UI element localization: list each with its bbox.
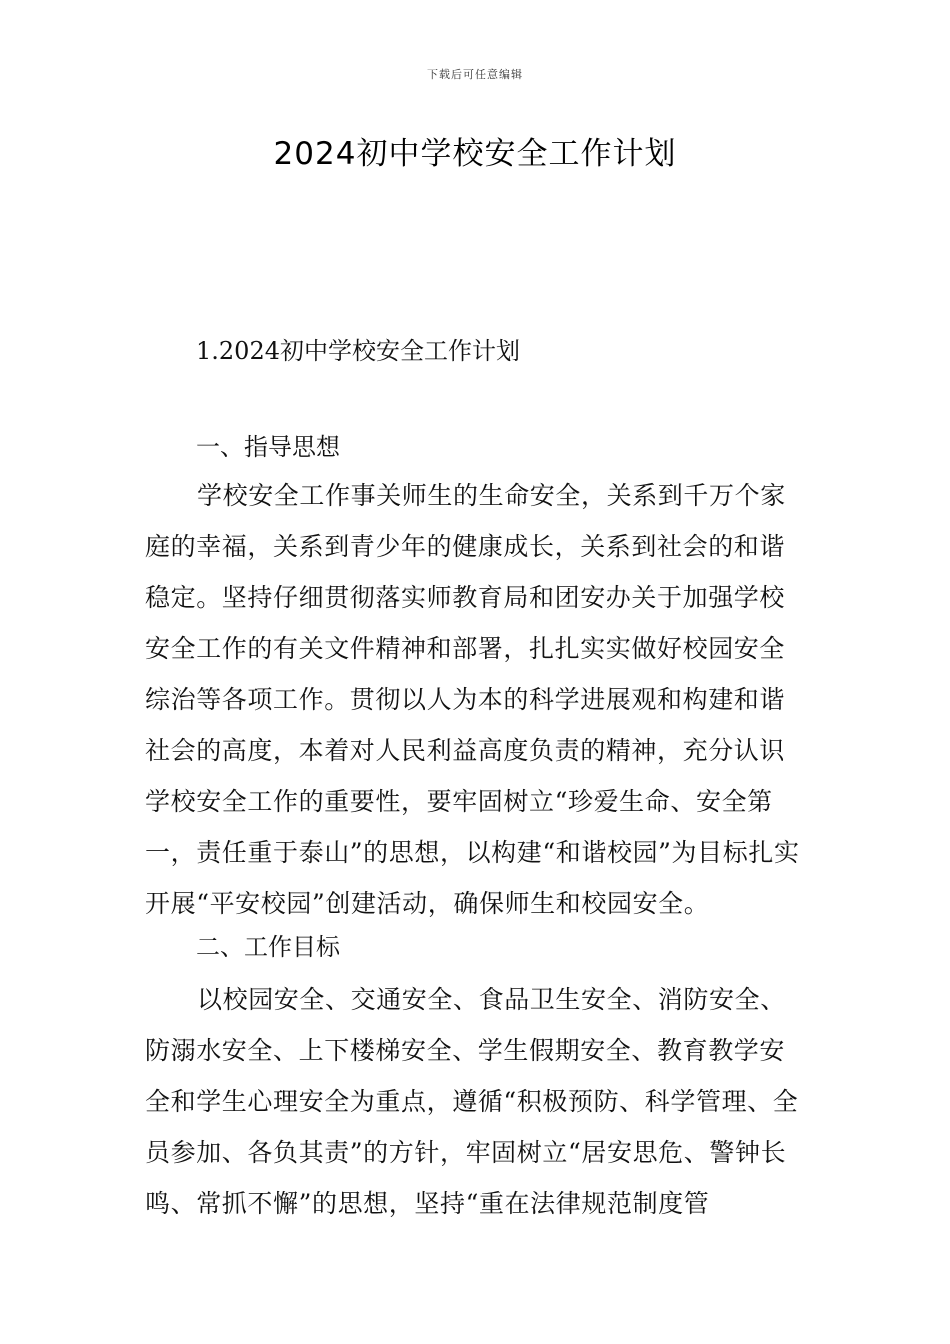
- section-heading-guiding-thought: 一、指导思想: [196, 433, 340, 461]
- header-note: 下载后可任意编辑: [427, 68, 523, 81]
- section-paragraph-guiding-thought: 学校安全工作事关师生的生命安全，关系到千万个家庭的幸福，关系到青少年的健康成长，关系到社会的和谐稳定。坚持仔细贯彻落实师教育局和团安办关于加强学校安全工作的有关文件精神和部署，扎扎实实做好校园安全综治等各项工作。贯彻以人为本的科学进展观和构建和谐社会的高度，本着对人民利益高度负责的精神，充分认识学校安全工作的重要性，要牢固树立“珍爱生命、安全第一，责任重于泰山”的思想，以构建“和谐校园”为目标扎实开展“平安校园”创建活动，确保师生和校园安全。: [145, 481, 800, 918]
- section-paragraph-work-goals: 以校园安全、交通安全、食品卫生安全、消防安全、防溺水安全、上下楼梯安全、学生假期安全、教育教学安全和学生心理安全为重点，遵循“积极预防、科学管理、全员参加、各负其责”的方针，牢固树立“居安思危、警钟长鸣、常抓不懈”的思想，坚持“重在法律规范制度管: [145, 985, 799, 1218]
- document-subtitle: 1.2024初中学校安全工作计划: [196, 337, 520, 365]
- section-heading-work-goals: 二、工作目标: [196, 933, 340, 961]
- document-title: 2024初中学校安全工作计划: [273, 136, 677, 172]
